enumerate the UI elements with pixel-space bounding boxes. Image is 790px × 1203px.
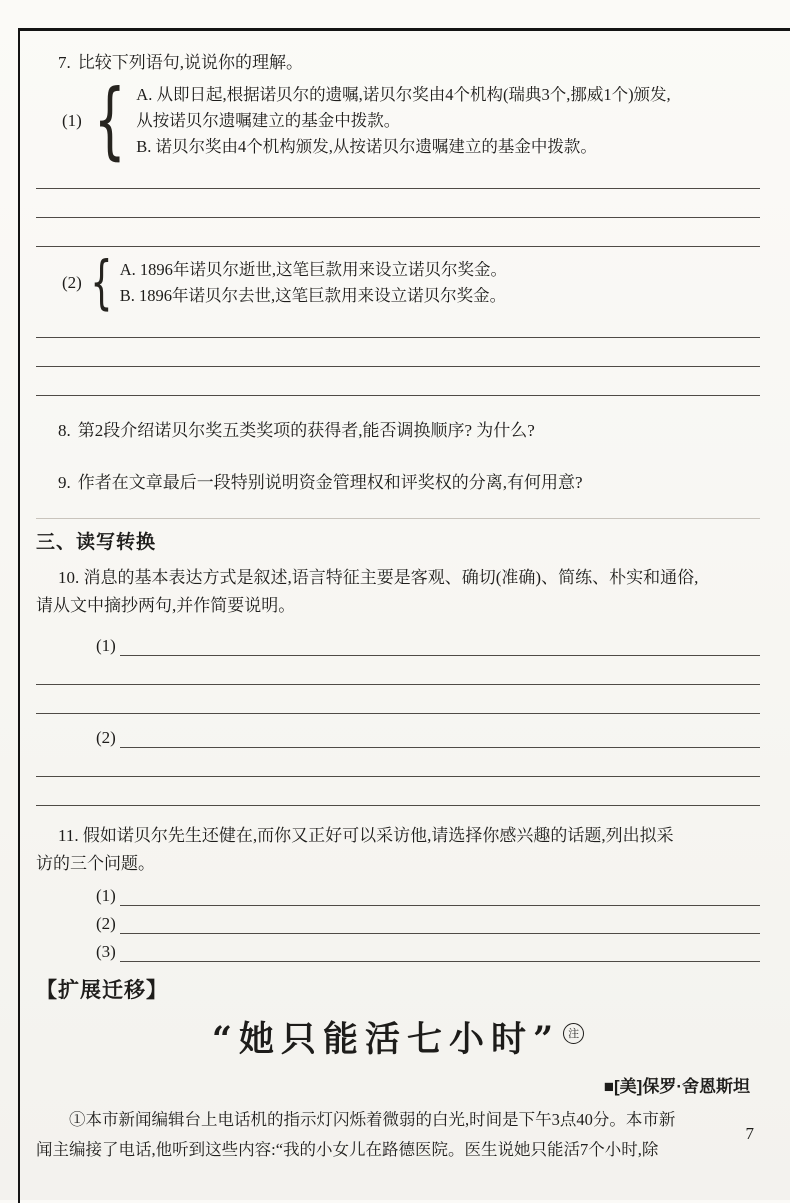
answer-line (36, 338, 760, 367)
q11-answer-1-label: (1) (96, 886, 116, 905)
answer-line (120, 655, 760, 656)
q11-answer-2-label: (2) (96, 914, 116, 933)
q10-answer-2-label: (2) (96, 728, 116, 747)
answer-line (36, 160, 760, 189)
option-a: A. 1896年诺贝尔逝世,这笔巨款用来设立诺贝尔奖金。 (119, 260, 508, 279)
question-8-number: 8. (58, 421, 71, 440)
q10-answer-2 (96, 720, 760, 748)
reading-paragraph (36, 1105, 760, 1165)
question-11-line-1: 11. 假如诺贝尔先生还健在,而你又正好可以采访他,请选择你感兴趣的话题,列出拟采 (58, 826, 674, 845)
paragraph-line-1: ①本市新闻编辑台上电话机的指示灯闪烁着微弱的白光,时间是下午3点40分。本市新 (69, 1110, 676, 1129)
answer-line (120, 933, 760, 934)
answer-line (36, 685, 760, 714)
note-marker: 注 (563, 1023, 584, 1044)
answer-line (36, 367, 760, 396)
brace-icon: { (90, 248, 113, 317)
expansion-heading: 【扩展迁移】 (36, 979, 168, 1002)
author-byline: ■[美]保罗·舍恩斯坦 (603, 1077, 750, 1096)
question-7 (58, 50, 760, 76)
answer-line (36, 218, 760, 247)
q10-answer-1-label: (1) (96, 636, 116, 655)
reading-title (36, 1012, 760, 1062)
answer-line (36, 309, 760, 338)
question-10 (36, 564, 760, 620)
question-8-text: 第2段介绍诺贝尔奖五类奖项的获得者,能否调换顺序? 为什么? (77, 421, 535, 440)
option-b: B. 1896年诺贝尔去世,这笔巨款用来设立诺贝尔奖金。 (119, 286, 507, 305)
q10-answer-1 (96, 628, 760, 656)
paragraph-line-2: 闻主编接了电话,他听到这些内容:“我的小女儿在路德医院。医生说她只能活7个小时,除 (36, 1140, 659, 1159)
q11-answer-2 (96, 906, 760, 934)
question-8 (58, 418, 760, 444)
question-11 (36, 822, 760, 878)
option-a-line-1: A. 从即日起,根据诺贝尔的遗嘱,诺贝尔奖由4个机构(瑞典3个,挪威1个)颁发, (136, 85, 671, 104)
answer-line (36, 656, 760, 685)
q11-answer-3-label: (3) (96, 942, 116, 961)
brace-icon: { (93, 71, 126, 170)
question-10-line-1: 10. 消息的基本表达方式是叙述,语言特征主要是客观、确切(准确)、简练、朴实和通俗, (58, 568, 699, 587)
page-content (36, 50, 760, 1165)
answer-line (120, 905, 760, 906)
answer-line (120, 747, 760, 748)
q11-answer-1 (96, 878, 760, 906)
section-3-title: 三、读写转换 (36, 532, 157, 553)
q11-answer-3 (96, 934, 760, 962)
answer-line (36, 777, 760, 806)
q7-item-1 (62, 71, 760, 170)
answer-line (36, 189, 760, 218)
question-7-text: 比较下列语句,说说你的理解。 (77, 53, 303, 72)
q7-item-2-label: (2) (62, 273, 82, 292)
answer-line (120, 961, 760, 962)
q7-item-1-label: (1) (62, 111, 82, 130)
page-number: 7 (745, 1124, 754, 1143)
question-9-number: 9. (58, 473, 71, 492)
answer-line (36, 748, 760, 777)
question-7-number: 7. (58, 53, 71, 72)
question-9-text: 作者在文章最后一段特别说明资金管理权和评奖权的分离,有何用意? (77, 473, 583, 492)
q7-item-2-options (120, 257, 507, 309)
option-a-line-2: 从按诺贝尔遗嘱建立的基金中拨款。 (136, 111, 401, 130)
reading-title-text: “她只能活七小时” (211, 1019, 561, 1060)
question-9 (58, 470, 760, 496)
fold-line (36, 518, 760, 519)
q7-item-1-options (136, 82, 670, 160)
option-b: B. 诺贝尔奖由4个机构颁发,从按诺贝尔遗嘱建立的基金中拨款。 (136, 137, 597, 156)
question-10-line-2: 请从文中摘抄两句,并作简要说明。 (36, 596, 296, 615)
question-11-line-2: 访的三个问题。 (36, 854, 155, 873)
q7-item-2 (62, 248, 760, 317)
